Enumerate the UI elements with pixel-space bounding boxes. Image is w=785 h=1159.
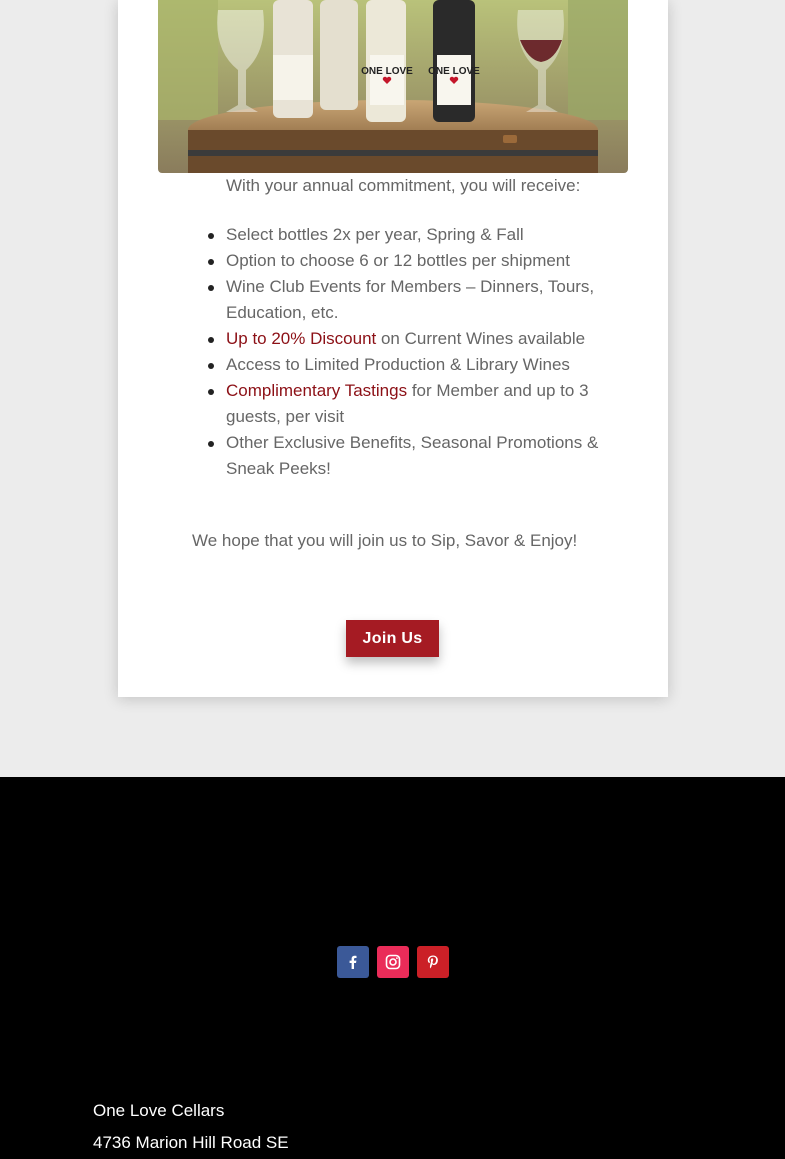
benefit-item xyxy=(226,378,636,430)
benefit-text: on Current Wines available xyxy=(376,329,586,348)
benefit-text: Option to choose 6 or 12 bottles per shipment xyxy=(226,251,570,270)
closing-message: We hope that you will join us to Sip, Savor & Enjoy! xyxy=(192,531,578,550)
benefit-item xyxy=(226,222,636,248)
benefit-text: Other Exclusive Benefits, Seasonal Promotions & Sneak Peeks! xyxy=(226,433,599,478)
bottle-label-2: ONE LOVE xyxy=(428,66,480,77)
benefit-text: for Member and up to 3 guests, per visit xyxy=(226,381,589,426)
instagram-icon xyxy=(385,954,401,970)
facebook-icon xyxy=(345,954,361,970)
benefit-item xyxy=(226,248,636,274)
benefit-item xyxy=(226,430,636,482)
benefit-item xyxy=(226,274,636,326)
wine-bottles-photo xyxy=(158,0,628,173)
pinterest-button[interactable] xyxy=(417,946,449,978)
benefit-text: Select bottles 2x per year, Spring & Fall xyxy=(226,225,524,244)
join-us-button[interactable]: Join Us xyxy=(346,620,439,657)
facebook-button[interactable] xyxy=(337,946,369,978)
benefit-item xyxy=(226,326,636,352)
instagram-button[interactable] xyxy=(377,946,409,978)
membership-intro: With your annual commitment, you will receive: xyxy=(226,176,581,195)
discount-link[interactable]: Up to 20% Discount xyxy=(226,329,377,348)
wine-club-card xyxy=(118,0,668,697)
address-name: One Love Cellars xyxy=(93,1101,225,1120)
wine-bottles-image xyxy=(158,0,628,173)
address-street: 4736 Marion Hill Road SE xyxy=(93,1133,289,1152)
benefit-text: Access to Limited Production & Library Wines xyxy=(226,355,570,374)
tastings-link[interactable]: Complimentary Tastings xyxy=(226,381,408,400)
bottle-label-1: ONE LOVE xyxy=(361,66,413,77)
pinterest-icon xyxy=(425,954,441,970)
benefit-text: Wine Club Events for Members – Dinners, Tours, Education, etc. xyxy=(226,277,595,322)
benefits-list xyxy=(226,222,636,482)
benefit-item xyxy=(226,352,636,378)
site-footer xyxy=(0,777,785,1159)
